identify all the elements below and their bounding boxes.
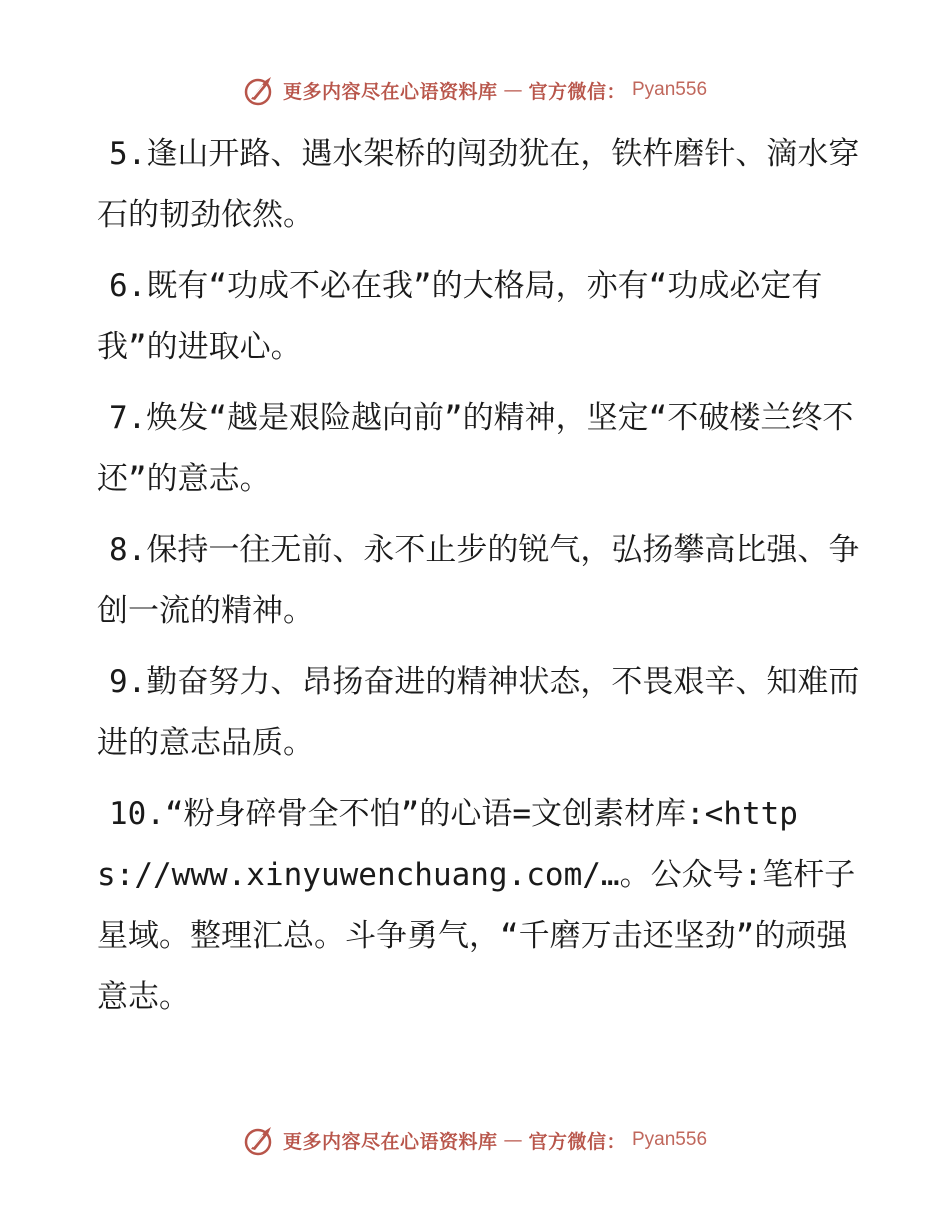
paragraph-8: 8.保持一往无前、永不止步的锐气，弘扬攀高比强、争创一流的精神。	[97, 532, 860, 629]
watermark-wechat-label: 官方微信：	[528, 80, 626, 103]
watermark-text: 更多内容尽在心语资料库	[282, 1130, 498, 1153]
paragraph-5: 5.逢山开路、遇水架桥的闯劲犹在，铁杵磨针、滴水穿石的韧劲依然。	[97, 136, 860, 233]
quill-logo-icon	[243, 1123, 277, 1157]
watermark-wechat-id: Pyan556	[632, 1129, 708, 1150]
watermark-wechat-id: Pyan556	[632, 79, 708, 100]
paragraph-7: 7.焕发“越是艰险越向前”的精神，坚定“不破楼兰终不还”的意志。	[97, 400, 854, 497]
paragraph-9: 9.勤奋努力、昂扬奋进的精神状态，不畏艰辛、知难而进的意志品质。	[97, 664, 860, 761]
watermark-separator: —	[503, 1129, 523, 1151]
document-body	[97, 124, 867, 1038]
paragraph-10: 10.“粉身碎骨全不怕”的心语=文创素材库:<https://www.xinyuwenchuang.com/…。公众号:笔杆子星域。整理汇总。斗争勇气，“千磨万击还坚劲”的顽强意志。	[97, 796, 856, 1015]
paragraph-6: 6.既有“功成不必在我”的大格局，亦有“功成必定有我”的进取心。	[97, 268, 823, 365]
watermark-separator: —	[503, 79, 523, 101]
watermark-text: 更多内容尽在心语资料库	[282, 80, 498, 103]
footer-watermark	[0, 1120, 950, 1160]
quill-logo-icon	[243, 73, 277, 107]
watermark-wechat-label: 官方微信：	[528, 1130, 626, 1153]
header-watermark	[0, 70, 950, 110]
